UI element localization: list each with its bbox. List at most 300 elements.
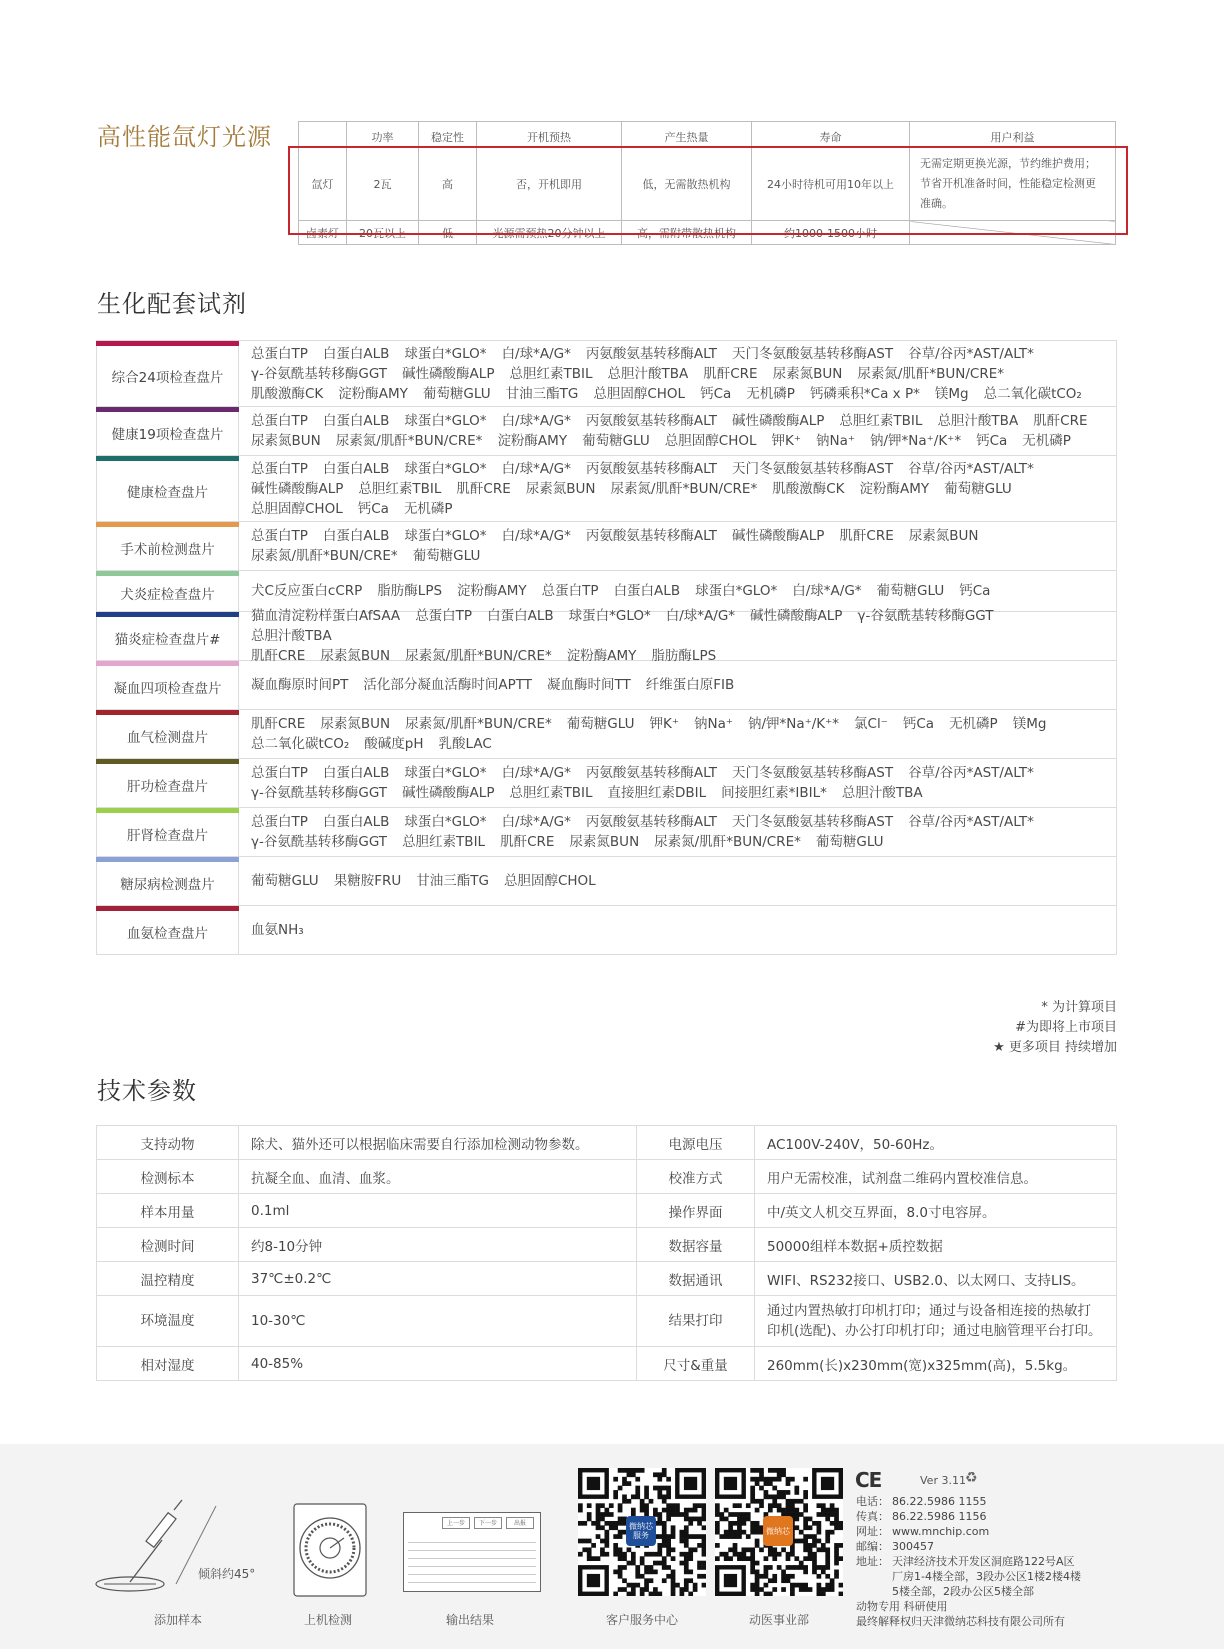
reagent-item: 总蛋白TP	[251, 814, 308, 830]
reagent-panel-name	[97, 661, 239, 709]
qr-module	[666, 1574, 671, 1579]
qr-module	[750, 1477, 755, 1482]
reagent-panel-row	[97, 456, 1116, 522]
qr-module	[825, 1565, 830, 1570]
reagent-item: 总蛋白TP	[251, 413, 308, 429]
lamp-cell: 24小时待机可用10年以上	[752, 147, 910, 221]
qr-module	[825, 1508, 830, 1513]
qr-module	[750, 1552, 755, 1557]
qr-module	[666, 1552, 671, 1557]
reagent-item: 白/球*A/G*	[792, 583, 862, 599]
qr-module	[830, 1512, 835, 1517]
qr-module	[728, 1547, 733, 1552]
tech-value: 40-85%	[239, 1347, 637, 1381]
qr-finder	[724, 1477, 737, 1490]
qr-module	[772, 1574, 777, 1579]
qr-module	[755, 1570, 760, 1575]
qr-module	[839, 1583, 843, 1588]
reagent-item: 碱性磷酸酶ALP	[251, 480, 344, 497]
reagent-item: 谷草/谷丙*AST/ALT*	[908, 345, 1034, 362]
qr-module	[609, 1503, 614, 1508]
reagent-item: 钠/钾*Na⁺/K⁺*	[870, 433, 962, 449]
result-screen-icon	[403, 1512, 541, 1592]
qr-module	[777, 1468, 782, 1473]
qr-module	[578, 1508, 583, 1513]
qr-module	[657, 1547, 662, 1552]
qr-module	[644, 1583, 649, 1588]
qr-module	[693, 1517, 698, 1522]
reagent-item: 白蛋白ALB	[322, 345, 390, 362]
qr-module	[680, 1512, 685, 1517]
reagents-section-title: 生化配套试剂	[97, 290, 247, 318]
qr-module	[799, 1499, 804, 1504]
reagent-item: 总胆固醇CHOL	[664, 433, 757, 449]
reagent-item: 白蛋白ALB	[322, 765, 390, 781]
qr-module	[657, 1512, 662, 1517]
qr-module	[622, 1499, 627, 1504]
reagent-item: 白/球*A/G*	[501, 765, 571, 781]
qr-module	[622, 1477, 627, 1482]
qr-module	[644, 1490, 649, 1495]
tech-label: 温控精度	[97, 1262, 239, 1296]
qr-module	[688, 1552, 693, 1557]
qr-module	[684, 1517, 689, 1522]
reagent-line	[251, 763, 1104, 783]
qr-module	[755, 1539, 760, 1544]
qr-module	[702, 1583, 706, 1588]
reagent-item: 丙氨酸氨基转移酶ALT	[585, 460, 718, 477]
contact-key: 地址：	[856, 1555, 889, 1568]
reagent-item: 葡萄糖GLU	[876, 583, 945, 599]
qr-module	[772, 1486, 777, 1491]
qr-module	[657, 1552, 662, 1557]
qr-module	[697, 1521, 702, 1526]
reagent-item: 丙氨酸氨基转移酶ALT	[585, 345, 718, 362]
qr-module	[680, 1587, 685, 1592]
qr-module	[688, 1570, 693, 1575]
qr-module	[817, 1530, 822, 1535]
reagent-item: γ-谷氨酰基转移酶GGT	[251, 834, 388, 850]
qr-code-service[interactable]	[578, 1468, 706, 1596]
contact-value[interactable]: www.mnchip.com	[892, 1525, 990, 1538]
qr-module	[662, 1468, 667, 1473]
qr-module	[733, 1534, 738, 1539]
qr-module	[817, 1521, 822, 1526]
tech-value: 50000组样本数据+质控数据	[755, 1228, 1117, 1262]
reagent-item: 总二氧化碳tCO₂	[983, 385, 1082, 402]
qr-module	[755, 1578, 760, 1583]
qr-module	[750, 1499, 755, 1504]
qr-module	[724, 1530, 729, 1535]
reagent-item: 总胆固醇CHOL	[503, 873, 596, 889]
reagent-item: 总胆汁酸TBA	[841, 785, 923, 801]
qr-module	[808, 1517, 813, 1522]
tech-value: 抗凝全血、血清、血浆。	[239, 1160, 637, 1194]
qr-module	[653, 1587, 658, 1592]
qr-module	[702, 1539, 706, 1544]
tech-row	[97, 1228, 1117, 1262]
qr-module	[680, 1534, 685, 1539]
qr-module	[737, 1517, 742, 1522]
qr-module	[644, 1486, 649, 1491]
qr-module	[640, 1561, 645, 1566]
qr-module	[675, 1583, 680, 1588]
qr-module	[825, 1574, 830, 1579]
qr-module	[750, 1486, 755, 1491]
qr-module	[737, 1552, 742, 1557]
tech-row	[97, 1160, 1117, 1194]
qr-module	[688, 1578, 693, 1583]
tech-value: 0.1ml	[239, 1194, 637, 1228]
contact-row	[856, 1539, 1081, 1554]
qr-module	[640, 1587, 645, 1592]
reagent-item: 总胆红素TBIL	[509, 785, 593, 801]
qr-module	[662, 1472, 667, 1477]
qr-module	[772, 1468, 777, 1473]
qr-module	[604, 1552, 609, 1557]
qr-module	[817, 1574, 822, 1579]
qr-module	[702, 1547, 706, 1552]
reagent-item: 尿素氮/肌酐*BUN/CRE*	[857, 365, 1005, 382]
qr-module	[790, 1592, 795, 1596]
qr-module	[830, 1508, 835, 1513]
qr-module	[812, 1556, 817, 1561]
contact-row	[856, 1554, 1081, 1569]
panel-name-label: 肝肾检查盘片	[127, 828, 208, 844]
tech-value: 用户无需校准，试剂盘二维码内置校准信息。	[755, 1160, 1117, 1194]
reagent-item: 总蛋白TP	[251, 528, 308, 544]
qr-module	[631, 1472, 636, 1477]
qr-finder	[821, 1477, 834, 1490]
qr-module	[799, 1512, 804, 1517]
qr-module	[702, 1574, 706, 1579]
qr-module	[613, 1494, 618, 1499]
qr-module	[812, 1561, 817, 1566]
qr-module	[649, 1565, 654, 1570]
qr-module	[794, 1565, 799, 1570]
reagent-line	[251, 546, 1104, 566]
qr-module	[741, 1521, 746, 1526]
qr-module	[587, 1556, 592, 1561]
reagent-panel-row	[97, 759, 1116, 808]
qr-module	[786, 1556, 791, 1561]
qr-module	[794, 1490, 799, 1495]
qr-module	[693, 1503, 698, 1508]
qr-module	[644, 1508, 649, 1513]
qr-module	[666, 1477, 671, 1482]
qr-module	[790, 1477, 795, 1482]
qr-module	[627, 1561, 632, 1566]
qr-module	[596, 1525, 601, 1530]
qr-module	[657, 1472, 662, 1477]
qr-module	[671, 1570, 676, 1575]
qr-module	[781, 1547, 786, 1552]
qr-module	[790, 1583, 795, 1588]
qr-module	[803, 1494, 808, 1499]
qr-module	[794, 1539, 799, 1544]
qr-badge-service: 微纳芯服务	[626, 1516, 656, 1546]
reagent-item: γ-谷氨酰基转移酶GGT	[857, 608, 994, 624]
lamp-cell: 低	[419, 221, 477, 245]
qr-module	[675, 1512, 680, 1517]
qr-module	[640, 1499, 645, 1504]
reagent-line	[251, 344, 1104, 364]
qr-module	[618, 1503, 623, 1508]
qr-module	[657, 1490, 662, 1495]
qr-module	[684, 1530, 689, 1535]
qr-module	[715, 1543, 720, 1548]
qr-module	[746, 1556, 751, 1561]
contact-value: 5楼全部，2段办公区5楼全部	[892, 1585, 1034, 1598]
qr-module	[600, 1547, 605, 1552]
reagent-items	[239, 759, 1116, 807]
tech-value: AC100V-240V，50-60Hz。	[755, 1126, 1117, 1160]
qr-module	[764, 1556, 769, 1561]
qr-module	[803, 1503, 808, 1508]
reagent-line	[251, 499, 1104, 519]
reagent-item: 球蛋白*GLO*	[404, 345, 487, 362]
qr-module	[741, 1512, 746, 1517]
qr-module	[728, 1556, 733, 1561]
qr-module	[808, 1534, 813, 1539]
qr-module	[600, 1552, 605, 1557]
qr-module	[794, 1508, 799, 1513]
qr-module	[772, 1499, 777, 1504]
qr-module	[825, 1583, 830, 1588]
qr-module	[653, 1486, 658, 1491]
qr-module	[671, 1578, 676, 1583]
qr-module	[794, 1517, 799, 1522]
qr-module	[825, 1556, 830, 1561]
qr-module	[675, 1508, 680, 1513]
qr-module	[799, 1530, 804, 1535]
reagent-item: 乳酸LAC	[438, 736, 492, 752]
qr-module	[825, 1512, 830, 1517]
tech-label: 操作界面	[637, 1194, 755, 1228]
qr-module	[640, 1574, 645, 1579]
reagent-item: 谷草/谷丙*AST/ALT*	[908, 460, 1034, 477]
reagent-item: 葡萄糖GLU	[412, 548, 481, 564]
qr-module	[675, 1503, 680, 1508]
qr-module	[759, 1547, 764, 1552]
reagent-item: 天门冬氨酸氨基转移酶AST	[732, 765, 894, 781]
tech-label: 数据容量	[637, 1228, 755, 1262]
reagent-item: 尿素氮BUN	[320, 716, 391, 732]
qr-module	[724, 1556, 729, 1561]
qr-module	[803, 1539, 808, 1544]
qr-module	[772, 1547, 777, 1552]
reagent-item: 天门冬氨酸氨基转移酶AST	[732, 814, 894, 830]
qr-module	[834, 1512, 839, 1517]
reagent-panel-row	[97, 906, 1116, 955]
qr-module	[657, 1486, 662, 1491]
qr-module	[755, 1508, 760, 1513]
tilt-label: 倾斜约45°	[198, 1567, 256, 1581]
reagent-item: 尿素氮BUN	[525, 480, 596, 497]
reagent-item: 无机磷P	[403, 500, 453, 517]
qr-module	[759, 1477, 764, 1482]
qr-module	[622, 1587, 627, 1592]
qr-module	[666, 1508, 671, 1513]
qr-module	[839, 1521, 843, 1526]
pipette-icon	[92, 1498, 262, 1598]
tech-value: 约8-10分钟	[239, 1228, 637, 1262]
qr-module	[803, 1521, 808, 1526]
reagent-item: 总胆红素TBIL	[358, 480, 442, 497]
qr-module	[631, 1508, 636, 1513]
lamp-benefit-cell: 无需定期更换光源，节约维护费用；节省开机准备时间，性能稳定检测更准确。	[910, 147, 1116, 221]
qr-module	[627, 1499, 632, 1504]
qr-module	[618, 1556, 623, 1561]
qr-module	[631, 1494, 636, 1499]
qr-module	[613, 1592, 618, 1596]
qr-module	[715, 1503, 720, 1508]
panel-color-bar	[96, 571, 239, 576]
reagent-item: 白蛋白ALB	[487, 608, 554, 624]
qr-module	[772, 1503, 777, 1508]
reagent-panel-name	[97, 808, 239, 856]
qr-module	[768, 1552, 773, 1557]
lamp-section-title: 高性能氙灯光源	[97, 123, 272, 151]
reagent-item: 猫血清淀粉样蛋白AfSAA	[251, 608, 401, 624]
qr-module	[803, 1477, 808, 1482]
qr-module	[741, 1517, 746, 1522]
qr-module	[684, 1578, 689, 1583]
panel-color-bar	[96, 456, 239, 461]
qr-module	[693, 1534, 698, 1539]
qr-module	[728, 1534, 733, 1539]
qr-module	[737, 1503, 742, 1508]
qr-module	[631, 1561, 636, 1566]
qr-module	[666, 1543, 671, 1548]
qr-module	[750, 1565, 755, 1570]
contact-key: 电话：	[856, 1495, 889, 1508]
reagent-item: 白/球*A/G*	[501, 460, 571, 477]
panel-color-bar	[96, 808, 239, 813]
qr-module	[808, 1587, 813, 1592]
tech-value: 260mm(长)x230mm(宽)x325mm(高)，5.5kg。	[755, 1347, 1117, 1381]
contact-key: 传真：	[856, 1510, 889, 1523]
reagent-items	[239, 456, 1116, 521]
qr-module	[768, 1547, 773, 1552]
reagent-item: 尿素氮/肌酐*BUN/CRE*	[654, 834, 801, 850]
qr-code-vet[interactable]	[715, 1468, 843, 1596]
tech-label: 数据通讯	[637, 1262, 755, 1296]
qr-module	[777, 1490, 782, 1495]
reagent-panel-name	[97, 571, 239, 611]
qr-module	[777, 1503, 782, 1508]
qr-module	[578, 1521, 583, 1526]
qr-module	[821, 1543, 826, 1548]
qr-module	[750, 1521, 755, 1526]
reagent-line	[251, 606, 1104, 646]
qr-module	[702, 1525, 706, 1530]
reagent-item: 白蛋白ALB	[322, 814, 390, 830]
qr-module	[578, 1503, 583, 1508]
qr-module	[724, 1552, 729, 1557]
qr-module	[768, 1494, 773, 1499]
qr-module	[768, 1565, 773, 1570]
qr-module	[786, 1503, 791, 1508]
reagent-item: 钙Ca	[357, 500, 389, 517]
qr-module	[750, 1490, 755, 1495]
qr-module	[697, 1574, 702, 1579]
qr-module	[724, 1517, 729, 1522]
qr-module	[618, 1508, 623, 1513]
qr-module	[671, 1556, 676, 1561]
contact-key	[856, 1584, 892, 1599]
qr-module	[662, 1486, 667, 1491]
qr-module	[688, 1556, 693, 1561]
qr-module	[596, 1517, 601, 1522]
qr-module	[671, 1587, 676, 1592]
qr-module	[750, 1530, 755, 1535]
tech-value: WIFI、RS232接口、USB2.0、以太网口、支持LIS。	[755, 1262, 1117, 1296]
qr-module	[786, 1508, 791, 1513]
qr-module	[649, 1499, 654, 1504]
qr-module	[644, 1494, 649, 1499]
reagent-item: 果糖胺FRU	[333, 873, 402, 889]
qr-module	[817, 1547, 822, 1552]
qr-module	[768, 1468, 773, 1473]
tech-label: 校准方式	[637, 1160, 755, 1194]
lamp-cell: 低，无需散热机构	[622, 147, 752, 221]
lamp-cell: 20瓦以上	[347, 221, 419, 245]
reagent-items	[239, 341, 1116, 406]
qr-module	[755, 1587, 760, 1592]
qr-module	[794, 1486, 799, 1491]
reagent-items	[239, 857, 1116, 905]
qr-module	[772, 1578, 777, 1583]
qr-module	[688, 1592, 693, 1596]
reagent-item: 总胆汁酸TBA	[251, 628, 332, 644]
step-machine-test: 上机检测	[303, 1613, 352, 1627]
qr-module	[671, 1525, 676, 1530]
qr-module	[755, 1468, 760, 1473]
qr-module	[587, 1547, 592, 1552]
qr-module	[596, 1512, 601, 1517]
tech-label: 尺寸&重量	[637, 1347, 755, 1381]
reagent-item: 钠Na⁺	[693, 716, 733, 732]
qr-module	[688, 1534, 693, 1539]
reagent-line	[251, 920, 1104, 940]
lamp-cell: 否，开机即用	[477, 147, 622, 221]
reagent-notes	[993, 998, 1117, 1058]
qr-module	[821, 1565, 826, 1570]
qr-module	[830, 1530, 835, 1535]
qr-module	[697, 1503, 702, 1508]
qr-module	[733, 1547, 738, 1552]
reagent-items	[239, 808, 1116, 856]
qr-module	[794, 1583, 799, 1588]
qr-module	[609, 1525, 614, 1530]
reagent-item: 天门冬氨酸氨基转移酶AST	[732, 345, 894, 362]
qr-module	[786, 1477, 791, 1482]
qr-module	[662, 1543, 667, 1548]
reagent-item: 葡萄糖GLU	[944, 480, 1012, 497]
qr-module	[671, 1547, 676, 1552]
reagent-items	[239, 608, 1116, 664]
qr-module	[715, 1530, 720, 1535]
qr-module	[821, 1547, 826, 1552]
note-calculated: * 为计算项目	[1041, 1000, 1117, 1015]
contact-value: 300457	[892, 1540, 934, 1553]
reagent-items	[239, 710, 1116, 758]
qr-module	[635, 1477, 640, 1482]
reagent-item: γ-谷氨酰基转移酶GGT	[251, 365, 388, 382]
qr-module	[737, 1525, 742, 1530]
qr-module	[644, 1552, 649, 1557]
